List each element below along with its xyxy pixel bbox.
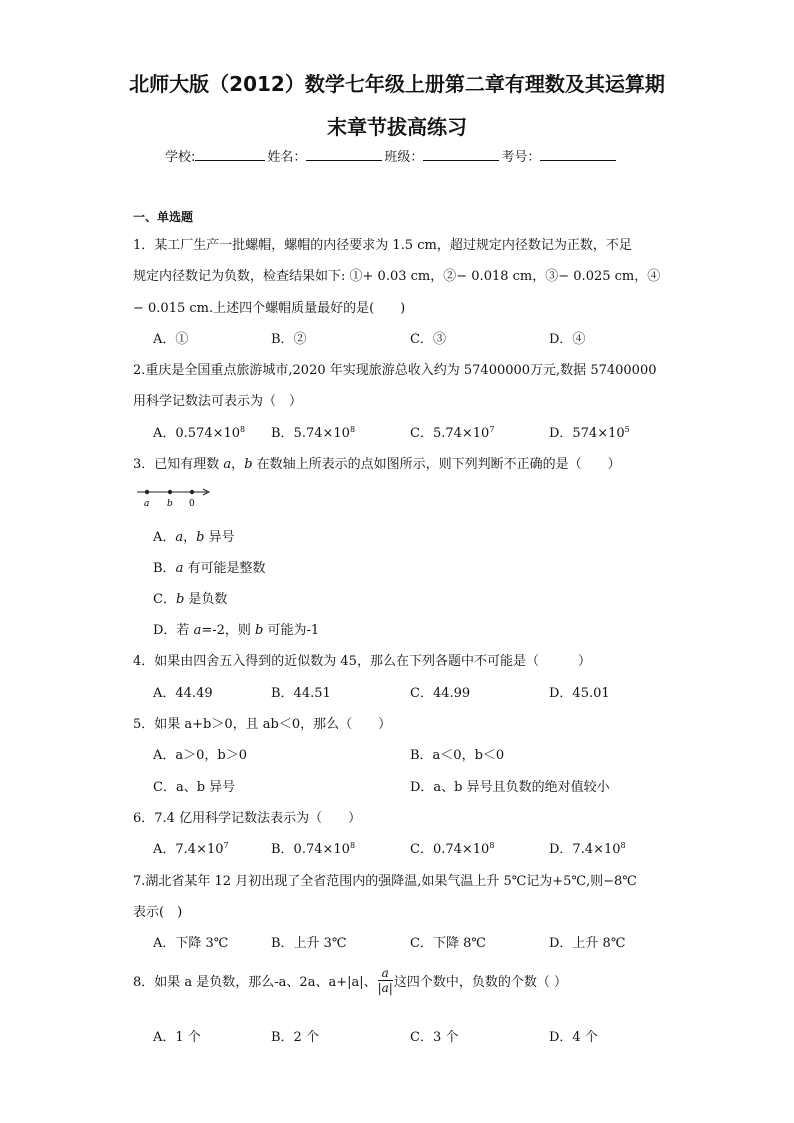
- q3-b-post: 有可能是整数: [183, 561, 266, 576]
- q1-text: 规定内径数记为负数，检查结果如下:: [133, 269, 350, 284]
- q8-option-c[interactable]: C．3 个: [410, 1030, 459, 1045]
- q4-option-c[interactable]: C．44.99: [410, 686, 471, 701]
- q3-d-post: 可能为-1: [263, 623, 320, 638]
- q3-a-pre: A．: [153, 530, 176, 545]
- q4-option-b[interactable]: B．44.51: [271, 686, 331, 701]
- q2-c-base: C．5.74×10: [410, 426, 490, 441]
- q3-c-pre: C．: [153, 592, 176, 607]
- circle-2: ②: [443, 269, 457, 284]
- fraction-denominator: |a|: [377, 981, 393, 995]
- q4-line1: 4．如果由四舍五入得到的近似数为 45，那么在下列各题中不可能是（ ）: [133, 654, 591, 669]
- fraction-numerator: a: [381, 966, 389, 980]
- point-zero: [190, 490, 194, 494]
- class-label: 班级：: [384, 150, 424, 165]
- name-blank[interactable]: [306, 146, 382, 161]
- q1-option-d[interactable]: D．④: [549, 332, 586, 347]
- q3-b-var-a: a: [175, 561, 184, 576]
- q8-option-b[interactable]: B．2 个: [271, 1030, 319, 1045]
- q2-option-d[interactable]: [549, 422, 630, 441]
- q3-option-b[interactable]: [153, 557, 265, 576]
- q1-value1: + 0.03 cm，: [362, 269, 444, 284]
- q5-option-d[interactable]: D．a、b 异号且负数的绝对值较小: [410, 780, 610, 795]
- q1-line2: [133, 265, 660, 284]
- q6-d-exp: 8: [620, 841, 626, 850]
- q3-d-var-b: b: [255, 623, 264, 638]
- fraction-a-over-abs-a: [378, 966, 393, 995]
- number-label: 考号：: [501, 150, 541, 165]
- q2-a-exp: 8: [240, 425, 246, 434]
- q1-option-c[interactable]: C．③: [410, 332, 446, 347]
- q5-option-b[interactable]: B．a＜0，b＜0: [410, 748, 505, 763]
- q6-line1: 6．7.4 亿用科学记数法表示为（ ）: [133, 811, 362, 826]
- q3-option-d[interactable]: [153, 619, 319, 638]
- q6-c-base: C．0.74×10: [410, 842, 490, 857]
- student-info-row: [165, 146, 618, 165]
- q6-a-exp: 7: [223, 841, 229, 850]
- q2-option-b[interactable]: [271, 422, 355, 441]
- q8-text-post: 这四个数中，负数的个数（ ）: [393, 975, 567, 990]
- q3-d-mid: =-2，则: [201, 623, 256, 638]
- q2-c-exp: 7: [489, 425, 495, 434]
- q3-text-pre: 3．已知有理数: [133, 457, 224, 472]
- q8-option-d[interactable]: D．4 个: [549, 1030, 598, 1045]
- q7-option-c[interactable]: C．下降 8℃: [410, 936, 486, 951]
- q4-option-d[interactable]: D．45.01: [549, 686, 610, 701]
- q2-a-base: A．0.574×10: [153, 426, 241, 441]
- q3-a-var-a: a: [175, 530, 184, 545]
- q1-value2: − 0.018 cm，: [456, 269, 546, 284]
- q5-option-c[interactable]: C．a、b 异号: [153, 780, 236, 795]
- school-blank[interactable]: [195, 146, 265, 161]
- q3-a-sep: ，: [183, 530, 197, 545]
- axis-label-a: a: [144, 499, 150, 509]
- school-label: 学校:: [165, 150, 196, 165]
- q3-d-var-a: a: [193, 623, 202, 638]
- document-title-line1: 北师大版（2012）数学七年级上册第二章有理数及其运算期: [129, 72, 665, 96]
- q6-option-b[interactable]: [271, 838, 355, 857]
- q3-c-var-b: b: [175, 592, 185, 607]
- number-blank[interactable]: [540, 146, 616, 161]
- q2-d-exp: 5: [624, 425, 630, 434]
- q8-option-a[interactable]: A．1 个: [153, 1030, 201, 1045]
- q5-option-a[interactable]: A．a＞0，b＞0: [153, 748, 248, 763]
- q3-a-var-b: b: [196, 530, 205, 545]
- q1-value3: − 0.025 cm，: [558, 269, 648, 284]
- q7-option-a[interactable]: A．下降 3℃: [153, 936, 229, 951]
- q6-option-d[interactable]: [549, 838, 626, 857]
- q8-text-pre: 8．如果 a 是负数，那么-a、2a、a+|a|、: [133, 975, 377, 990]
- q6-option-a[interactable]: [153, 838, 229, 857]
- q3-b-pre: B．: [153, 561, 176, 576]
- q7-line2: 表示( ): [133, 905, 183, 920]
- q6-b-exp: 8: [349, 841, 356, 850]
- q2-line2: 用科学记数法可表示为（ ）: [133, 394, 303, 409]
- q8-line1: [133, 966, 567, 995]
- point-b: [168, 490, 172, 494]
- name-label: 姓名：: [267, 150, 307, 165]
- q6-d-base: D．7.4×10: [549, 842, 621, 857]
- circle-4: ④: [647, 269, 661, 284]
- point-a: [145, 490, 149, 494]
- var-b: b: [244, 457, 253, 472]
- q4-option-a[interactable]: A．44.49: [153, 686, 213, 701]
- q7-option-b[interactable]: B．上升 3℃: [271, 936, 347, 951]
- q7-line1: 7.湖北省某年 12 月初出现了全省范围内的强降温,如果气温上升 5℃记为+5℃,则−8℃: [133, 874, 637, 889]
- q2-line1: 2.重庆是全国重点旅游城市,2020 年实现旅游总收入约为 57400000万元,数据 57400000: [133, 363, 657, 378]
- q3-option-c[interactable]: [153, 588, 227, 607]
- section-heading: 一、单选题: [133, 210, 194, 224]
- var-a: a: [223, 457, 232, 472]
- q2-option-a[interactable]: [153, 422, 245, 441]
- q1-line3: − 0.015 cm.上述四个螺帽质量最好的是( ): [133, 301, 406, 316]
- axis-label-b: b: [167, 499, 173, 509]
- q6-c-exp: 8: [489, 841, 495, 850]
- q2-d-base: D．574×10: [549, 426, 625, 441]
- q5-line1: 5．如果 a+b＞0，且 ab＜0，那么（ ）: [133, 717, 392, 732]
- q3-option-a[interactable]: [153, 526, 235, 545]
- q7-option-d[interactable]: D．上升 8℃: [549, 936, 626, 951]
- axis-label-zero: 0: [189, 499, 195, 509]
- document-title-line2: 末章节拔高练习: [327, 115, 467, 139]
- q6-option-c[interactable]: [410, 838, 494, 857]
- q2-b-exp: 8: [349, 425, 356, 434]
- q1-option-b[interactable]: B．②: [271, 332, 307, 347]
- q3-d-pre: D．若: [153, 623, 194, 638]
- circle-3: ③: [545, 269, 559, 284]
- class-blank[interactable]: [423, 146, 499, 161]
- q3-text-post: 在数轴上所表示的点如图所示，则下列判断不正确的是（ ）: [252, 457, 621, 472]
- q2-b-base: B．5.74×10: [271, 426, 350, 441]
- q6-b-base: B．0.74×10: [271, 842, 350, 857]
- q6-a-base: A．7.4×10: [153, 842, 224, 857]
- number-line-figure: [137, 484, 217, 510]
- q3-a-post: 异号: [204, 530, 235, 545]
- circle-1: ①: [349, 269, 363, 284]
- q3-sep: ，: [231, 457, 245, 472]
- q3-line1: [133, 453, 621, 472]
- q2-option-c[interactable]: [410, 422, 494, 441]
- q1-line1: 1．某工厂生产一批螺帽，螺帽的内径要求为 1.5 cm，超过规定内径数记为正数，不足: [133, 238, 632, 253]
- q1-option-a[interactable]: A．①: [153, 332, 189, 347]
- q3-c-post: 是负数: [184, 592, 228, 607]
